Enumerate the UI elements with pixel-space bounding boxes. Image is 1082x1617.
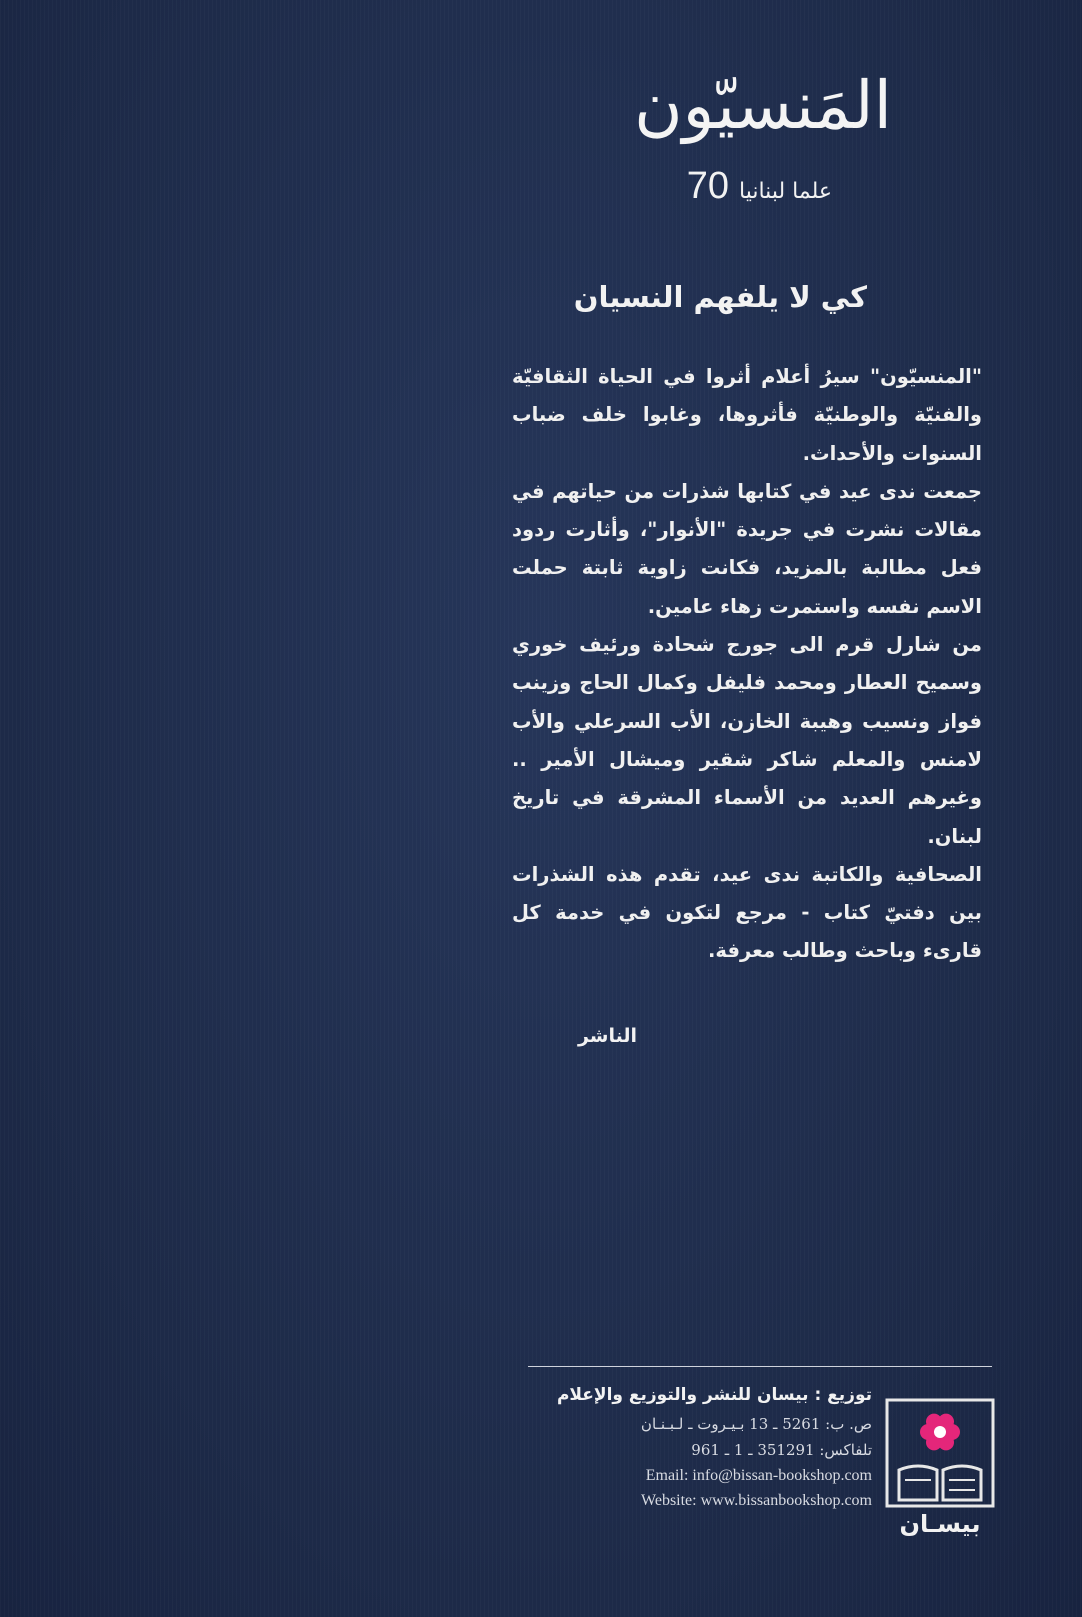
po-box: ص. ب: 5261 ـ 13 بـيـروت ـ لـبـنـان [640,1415,872,1433]
blurb-paragraph: "المنسيّون" سيرُ أعلام أثروا في الحياة الثقافيّة والفنيّة والوطنيّة فأثروها، وغابوا خلف ضباب السنوات والأحداث. [512,365,982,465]
blurb-body [512,358,982,971]
publisher-signature: الناشر [577,1025,637,1047]
blurb-paragraph: جمعت ندى عيد في كتابها شذرات من حياتهم في مقالات نشرت في جريدة "الأنوار"، وأثارت ردود فعل مطالبة بالمزيد، فكانت زاوية ثابتة حملت الاسم نفسه واستمرت زهاء عامين. [512,479,982,618]
email-address: Email: info@bissan-bookshop.com [645,1467,872,1484]
blurb-paragraph: من شارل قرم الى جورج شحادة ورئيف خوري وسميح العطار ومحمد فليفل وكمال الحاج وزينب فواز ونسيب وهيبة الخازن، الأب السرعلي والأب لامنس والمعلم شاكر شقير وميشال الأمير .. وغيرهم العديد من الأسماء المشرقة في تاريخ لبنان. [512,633,982,848]
flower-center [934,1426,946,1438]
book-subtitle [687,165,832,208]
telefax: تلفاكس: 351291 ـ 1 ـ 961 [691,1441,872,1459]
subtitle-number: 70 [686,165,730,207]
bissan-logo-icon [885,1398,995,1518]
subtitle-text: علما لبنانيا [739,179,832,204]
distributor-line: توزيع : بيسان للنشر والتوزيع والإعلام [556,1385,872,1405]
website-address: Website: www.bissanbookshop.com [641,1492,872,1509]
blurb-paragraph: الصحافية والكاتبة ندى عيد، تقدم هذه الشذرات بين دفتيّ كتاب - مرجع لتكون في خدمة كل قارىء وباحث وطالب معرفة. [512,862,982,963]
footer-divider [528,1366,992,1367]
book-title: المَنسيّون [634,67,892,144]
distribution-info [512,1385,872,1513]
blurb-heading: كي لا يلفهم النسيان [573,280,867,314]
logo-wordmark: بيسـان [899,1510,981,1538]
